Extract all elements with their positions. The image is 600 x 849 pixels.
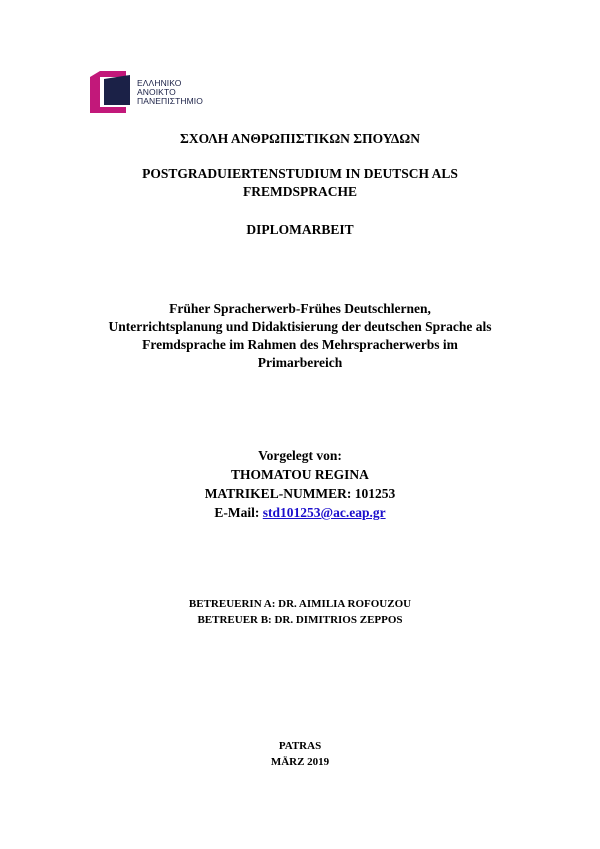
program-title-line-1: POSTGRADUIERTENSTUDIUM IN DEUTSCH ALS <box>142 166 458 181</box>
supervisor-a: BETREUERIN A: DR. AIMILIA ROFOUZOU <box>188 598 412 610</box>
logo-line-3: ΠΑΝΕΠΙΣΤΗΜΙΟ <box>137 96 203 106</box>
author-block <box>0 446 600 522</box>
logo-magenta-left <box>90 71 100 113</box>
author-name: THOMATOU REGINA <box>231 467 369 482</box>
submitted-by-label: Vorgelegt von: <box>258 448 342 463</box>
thesis-title-line-2: Unterrichtsplanung und Didaktisierung der deutschen Sprache als <box>108 319 492 334</box>
logo-magenta-bottom <box>90 107 126 113</box>
university-logo <box>90 71 210 113</box>
place-date-block <box>0 738 600 770</box>
email-label: E-Mail: <box>214 505 263 520</box>
matriculation-number: MATRIKEL-NUMMER: 101253 <box>204 486 396 501</box>
supervisor-b: BETREUER B: DR. DIMITRIOS ZEPPOS <box>197 614 403 626</box>
logo-wordmark <box>137 79 203 106</box>
logo-navy-block <box>104 75 130 105</box>
date: MÄRZ 2019 <box>270 756 330 768</box>
thesis-title <box>0 300 600 372</box>
thesis-title-line-4: Primarbereich <box>257 355 343 370</box>
logo-magenta-top <box>100 71 126 77</box>
thesis-title-line-3: Fremdsprache im Rahmen des Mehrspracherwerbs im <box>142 337 458 352</box>
email-link[interactable]: std101253@ac.eap.gr <box>262 505 386 520</box>
email-line <box>0 503 600 522</box>
program-title <box>0 165 600 201</box>
program-title-line-2: FREMDSPRACHE <box>243 184 357 199</box>
supervisors-block <box>0 596 600 628</box>
logo-line-1: ΕΛΛΗΝΙΚΟ <box>137 78 182 88</box>
university-logo-mark <box>90 71 134 113</box>
logo-line-2: ΑΝΟΙΚΤΟ <box>137 87 176 97</box>
place: PATRAS <box>278 740 322 752</box>
school-name: ΣΧΟΛΗ ΑΝΘΡΩΠΙΣΤΙΚΩΝ ΣΠΟΥΔΩΝ <box>180 131 420 146</box>
thesis-title-line-1: Früher Spracherwerb-Frühes Deutschlernen, <box>169 301 431 316</box>
document-type: DIPLOMARBEIT <box>246 222 354 237</box>
